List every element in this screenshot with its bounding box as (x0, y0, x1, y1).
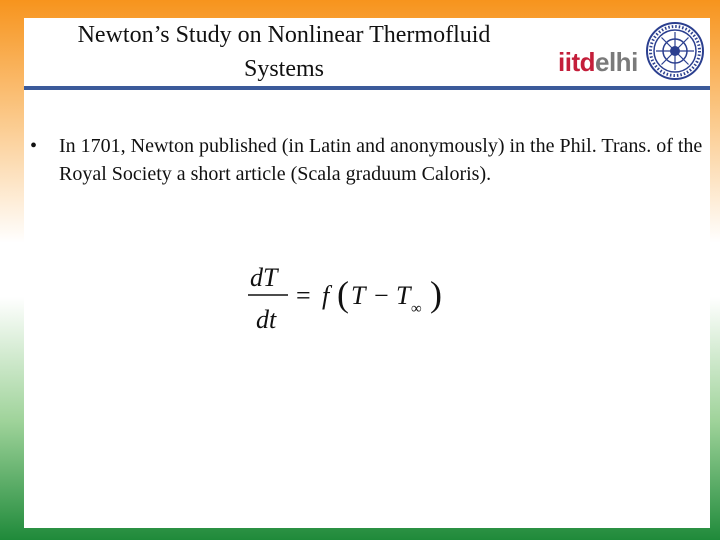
eq-numerator: dT (250, 263, 278, 292)
logo-text-iitd: iitd (558, 47, 595, 77)
bullet-text: In 1701, Newton published (in Latin and anonymously) in the Phil. Trans. of the Royal Society a short article (Scala graduum Caloris). (59, 135, 703, 185)
eq-function: f (322, 281, 330, 310)
eq-infinity-subscript: ∞ (411, 301, 422, 317)
eq-close-paren: ) (430, 274, 442, 314)
eq-T: T (351, 281, 366, 310)
title-line-2: Systems (243, 56, 324, 82)
logo-text-elhi: elhi (595, 47, 638, 77)
bullet-marker: • (30, 135, 38, 157)
slide (24, 18, 710, 528)
eq-minus: − (374, 281, 389, 310)
eq-equals: = (296, 281, 311, 310)
iit-delhi-seal-icon (646, 22, 704, 80)
newton-cooling-equation (246, 256, 466, 346)
title-line-1: Newton’s Study on Nonlinear Thermofluid (77, 22, 491, 48)
eq-T-inf: T (396, 281, 411, 310)
eq-denominator: dt (256, 305, 277, 334)
title-divider (24, 86, 710, 90)
slide-title (24, 18, 544, 86)
eq-open-paren: ( (337, 274, 349, 314)
iitdelhi-logo (558, 47, 638, 78)
